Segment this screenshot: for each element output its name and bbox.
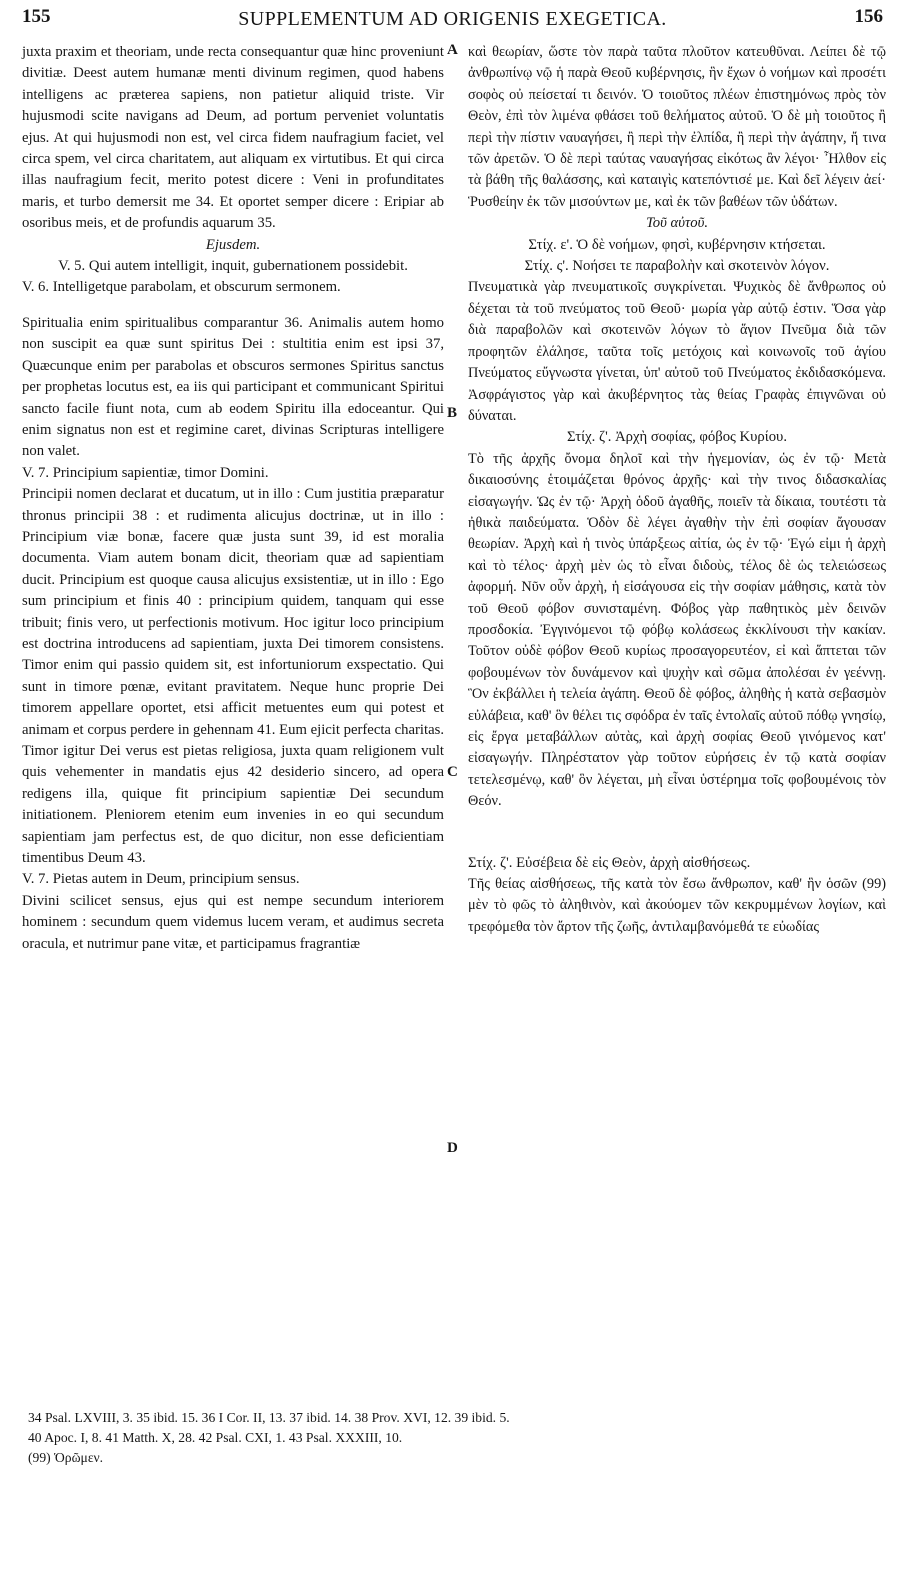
footnotes [28,1408,883,1468]
footnote-line: 34 Psal. LXVIII, 3. 35 ibid. 15. 36 I Cor. II, 13. 37 ibid. 14. 38 Prov. XVI, 12. 39 ibid. 5. [28,1410,510,1425]
greek-ejusdem-heading: Τοῦ αὐτοῦ. [645,215,709,232]
running-header [22,6,883,36]
margin-letter-b: B [447,405,458,421]
latin-paragraph: Divini scilicet sensus, ejus qui est nempe secundum interiorem hominem : secundum quem videmus lucem veram, et audimus secreta oracula, et nutrimur pane vitæ, et participamus fragrantiæ [22,892,444,952]
footnote-line: (99) Ὁρῶμεν. [28,1450,104,1465]
greek-paragraph: Πνευματικὰ γὰρ πνευματικοῖς συγκρίνεται. Ψυχικὸς δὲ ἄνθρωπος οὐ δέχεται τὰ τοῦ πνεύματος τοῦ Θεοῦ· μωρία γὰρ αὐτῷ ἐστιν. Ὅσα γὰρ διὰ παραβολῶν καὶ σκοτεινῶν λόγων τὸ ἅγιον Πνεῦμα διὰ τῶν προφητῶν ἐλάλησε, ταῦτα τοῖς μετόχοις καὶ κοινωνοῖς τοῦ ἁγίου Πνεύματος εὔγνωστα γίνεται, ὑπ' αὐτοῦ τοῦ Πνεύματος ἐκδιδασκόμενα. Ἀσφράγιστος γὰρ καὶ ἀκυβέρνητος τὰς θείας Γραφὰς ἐπιγνῶναι οὐ δύναται. [468,279,886,424]
latin-paragraph: Spiritualia enim spiritualibus comparantur 36. Animalis autem homo non suscipit ea quæ sunt spiritus Dei : stultitia enim est ipsi 37, Quæcunque enim per parabolas et obscuros sermones Spiritus sanctus per prophetas locutus est, ea iis qui participant et communicant Spiritui sancto facile fiunt nota, cum ab eodem Spiritu illa edoceantur. Qui enim signatus non est et regimine caret, divinas Scripturas intelligere non valet. [22,314,444,460]
latin-column [22,42,444,955]
greek-verse-6: Στίχ. ς'. Νοήσει τε παραβολὴν καὶ σκοτεινὸν λόγον. [524,258,830,275]
latin-verse-6: V. 6. Intelligetque parabolam, et obscurum sermonem. [22,279,341,296]
page-title: SUPPLEMENTUM AD ORIGENIS EXEGETICA. [238,8,667,30]
greek-verse-7a: Στίχ. ζ'. Ἀρχὴ σοφίας, φόβος Κυρίου. [567,429,787,446]
spacer [468,813,886,853]
greek-verse-5: Στίχ. ε'. Ὁ δὲ νοήμων, φησὶ, κυβέρνησιν κτήσεται. [528,236,826,253]
margin-letter-c: C [447,764,458,780]
greek-paragraph: Τῆς θείας αἰσθήσεως, τῆς κατὰ τὸν ἔσω ἄνθρωπον, καθ' ἣν ὁσῶν (99) μὲν τὸ φῶς τὸ ἀληθινὸν, καὶ ἀκούομεν τῶν κεκρυμμένων λογίων, καὶ τρεφόμεθα τὸν ἄρτον τῆς ζωῆς, ἀντιλαμβανόμεθά τε εὐωδίας [468,876,886,935]
greek-column [468,42,886,938]
greek-paragraph: Τὸ τῆς ἀρχῆς ὄνομα δηλοῖ καὶ τὴν ἡγεμονίαν, ὡς ἐν τῷ· Μετὰ δικαιοσύνης ἑτοιμάζεται θρόνος ἀρχῆς· καὶ τὴν τινος διδασκαλίας εἰσαγωγήν. Ὡς ἐν τῷ· Ἀρχὴ ὁδοῦ ἀγαθῆς, ποιεῖν τὰ δίκαια, τουτέστι τὰ ἠθικὰ παιδεύματα. Ὁδὸν δὲ λέγει ἀγαθὴν τὴν ἐπὶ σοφίαν ἄγουσαν θεωρίαν. Ἀρχὴ καὶ ἡ τινὸς ὑπάρξεως αἰτία, ὡς ἐν τῷ· Ἐγώ εἰμι ἡ ἀρχὴ καὶ τὸ τέλος· ἀρχὴ μὲν ὡς τὸ εἶναι διδοὺς, τέλος δὲ ὡς τελειώσεως ἀφορμή. Νῦν οὖν ἀρχὴ, ἡ εἰσάγουσα εἰς τὴν σοφίαν μάθησις, κατὰ τὸν τοῦ Θεοῦ φόβον συνισταμένη. Φόβος γὰρ παθητικὸς μὲν δεινῶν προσδοκία. Ἐγγινόμενοι τῷ φόβῳ κολάσεως ἐκκλίνουσι τὴν κακίαν. Τοῦτον οὐδὲ φόβον Θεοῦ κυρίως προσαγορευτέον, εἰ καὶ ἅπτεται τῶν φοβουμένων τὸν δυνάμενον καὶ ψυχὴν καὶ σῶμα ἀπολέσαι ἐν γεέννῃ. Ὃν ἐκβάλλει ἡ τελεία ἀγάπη. Θεοῦ δὲ φόβος, ἀληθὴς ἡ κατὰ σεβασμὸν εὐλάβεια, καθ' ὃν θέλει τις σφόδρα ἐν ταῖς ἐντολαῖς αὐτοῦ πόθῳ γνησίῳ, εἰς ἔργα μεταβάλλων αὐτὰς, καὶ ἀρχὴ σοφίας Θεοῦ γινόμενος κατ' εἰσαγωγήν. Πληρέστατον γὰρ τοῦτον εὑρήσεις ἐν τῷ κατὰ σοφίαν τετελεσμένῳ, καθ' ὃν λέγεται, μὴ εἶναι ὑστέρημα τοῖς φοβουμένοις τὸν Θεόν. [468,450,886,810]
latin-verse-5: V. 5. Qui autem intelligit, inquit, gubernationem possidebit. [58,258,408,275]
latin-verse-7a: V. 7. Principium sapientiæ, timor Domini. [22,464,269,481]
greek-paragraph: καὶ θεωρίαν, ὥστε τὸν παρὰ ταῦτα πλοῦτον κατευθῦναι. Λείπει δὲ τῷ ἀνθρωπίνῳ νῷ ἡ παρὰ Θεοῦ κυβέρνησις, ἣν ἔχων ὁ νοήμων καὶ προσέτι σοφὸς οὐ πείσεταί τι δεινόν. Ὁ τοιοῦτος πλέων ἐπιστημόνως πρὸς τὸν Θεὸν, ἐπὶ τὸν λιμένα φθάσει τοῦ θελήματος αὐτοῦ. Ὁ δὲ μὴ τοιοῦτος ἢ περὶ τὴν πίστιν ναυαγήσει, ἢ περὶ τὴν ἐλπίδα, ἢ περὶ τὴν ἀγάπην, ἤ τινα τῶν ἀρετῶν. Ὁ δὲ περὶ ταύτας ναυαγήσας εἰκότως ἂν λέγοι· Ἦλθον εἰς τὰ βάθη τῆς θαλάσσης, καὶ καταιγὶς κατεπόντισέ με. Καὶ δεῖ λέγειν ἀεί· Ῥυσθείην ἐκ τῶν μισούντων με, καὶ ἐκ τῶν βαθέων τῶν ὑδάτων. [468,44,886,210]
footnote-line: 40 Apoc. I, 8. 41 Matth. X, 28. 42 Psal. CXI, 1. 43 Psal. XXXIII, 10. [28,1430,403,1445]
latin-paragraph: Principii nomen declarat et ducatum, ut in illo : Cum justitia præparatur thronus principii 38 : et rudimenta alicujus doctrinæ, ut in illo : Principium viæ bonæ, facere quæ justa sunt 39, id est moralia documenta. Viam autem bonam dicit, theoriam quæ ad sapientiam ducit. Principium est quoque causa alicujus exsistentiæ, ut in illo : Ego sum principium et finis 40 : principium quidem, tanquam qui esse tribuit; finis vero, ut perfectionis motivum. Hoc igitur loco principium est doctrina introducens ad sapientiam, juxta Dei timorem consistens. Timor enim qui passio quidem sit, est infortuniorum exspectatio. Qui sunt in timore pœnæ, evitant pravitatem. Neque hunc proprie Dei timorem appellare oportet, etsi afficit metuentes eum qui potest et animam et corpus perdere in gehennam 41. Eum ejicit perfecta charitas. Timor igitur Dei verus est pietas religiosa, juxta quam religionem vult quis vehementer in mandatis ejus 42 desiderio sincero, ad opera redigens illa, quique fit principium sapientiæ Dei secundum initiationem. Pleniorem etenim eum invenies in eo qui secundum sapientiam jam perfectus est, de quo dicitur, non esse deficientiam timentibus Deum 43. [22,486,444,867]
spacer [22,299,444,313]
page-number-left: 155 [22,6,51,27]
latin-paragraph: juxta praxim et theoriam, unde recta consequantur quæ hinc proveniunt divitiæ. Deest autem humanæ menti divinum regimen, quod habens intelligens ac præterea sapiens, non patietur aliquid triste. Vir hujusmodi scite navigans ad Deum, ad portum perveniet voluntatis ejus. At qui hujusmodi non est, vel circa fidem naufragium faciet, vel circa spem, vel circa charitatem, aut aliquam ex virtutibus. Et qui circa illas naufragium fecit, merito potest dicere : Veni in profunditates maris, et turbo demersit me 34. Et oportet semper dicere : Eripiar ab osoribus meis, et de profundis aquarum 35. [22,44,444,232]
greek-verse-7b: Στίχ. ζ'. Εὐσέβεια δὲ εἰς Θεὸν, ἀρχὴ αἰσθήσεως. [468,854,751,871]
latin-ejusdem-heading: Ejusdem. [205,236,261,253]
page-number-right: 156 [854,6,883,27]
margin-letter-d: D [447,1140,458,1156]
margin-letter-a: A [447,42,458,58]
latin-verse-7b: V. 7. Pietas autem in Deum, principium sensus. [22,871,300,888]
